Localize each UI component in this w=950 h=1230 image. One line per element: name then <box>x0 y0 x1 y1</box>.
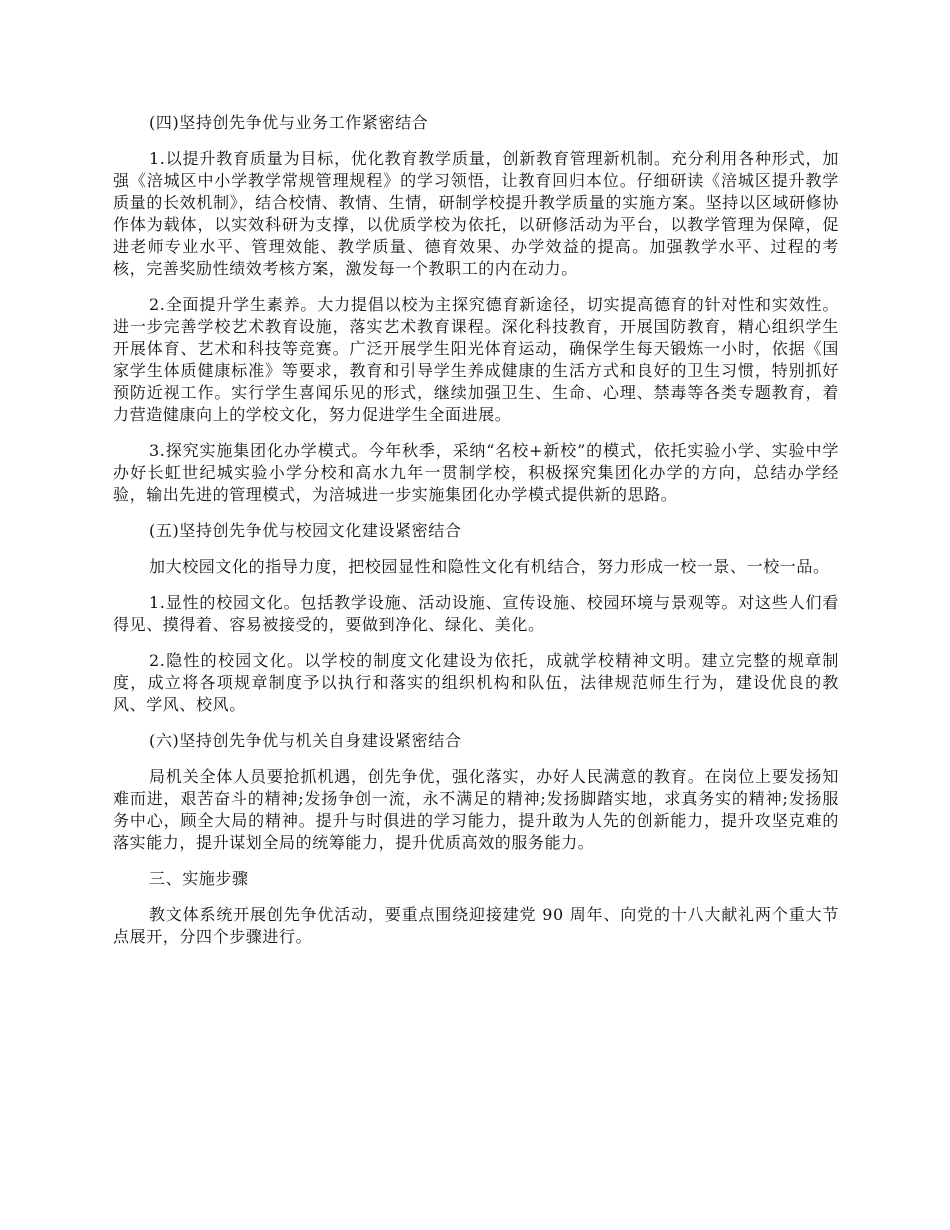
paragraph-teaching-quality: 1.以提升教育质量为目标，优化教育教学质量，创新教育管理新机制。充分利用各种形式，加强《涪城区中小学教学常规管理规程》的学习领悟，让教育回归本位。仔细研读《涪城区提升教学质量的长效机制》，结合校情、教情、生情，研制学校提升教学质量的实施方案。坚持以区域研修协作体为载体，以实效科研为支撑，以优质学校为依托，以研修活动为平台，以教学管理为保障，促进老师专业水平、管理效能、教学质量、德育效果、办学效益的提高。加强教学水平、过程的考核，完善奖励性绩效考核方案，激发每一个教职工的内在动力。 <box>113 149 839 278</box>
paragraph-explicit-culture: 1.显性的校园文化。包括教学设施、活动设施、宣传设施、校园环境与景观等。对这些人们看得见、摸得着、容易被接受的，要做到净化、绿化、美化。 <box>113 593 839 634</box>
section-heading-4: (四)坚持创先争优与业务工作紧密结合 <box>149 113 429 132</box>
paragraph-student-quality: 2.全面提升学生素养。大力提倡以校为主探究德育新途径，切实提高德育的针对性和实效性。进一步完善学校艺术教育设施，落实艺术教育课程。深化科技教育，开展国防教育，精心组织学生开展体育、艺术和科技等竞赛。广泛开展学生阳光体育运动，确保学生每天锻炼一小时，依据《国家学生体质健康标准》等要求，教育和引导学生养成健康的生活方式和良好的卫生习惯，特别抓好预防近视工作。实行学生喜闻乐见的形式，继续加强卫生、生命、心理、禁毒等各类专题教育，着力营造健康向上的学校文化，努力促进学生全面进展。 <box>113 295 839 424</box>
section-heading-5: (五)坚持创先争优与校园文化建设紧密结合 <box>149 521 462 540</box>
section-heading-steps: 三、实施步骤 <box>149 869 249 888</box>
paragraph-steps-intro: 教文体系统开展创先争优活动，要重点围绕迎接建党 90 周年、向党的十八大献礼两个重大节点展开，分四个步骤进行。 <box>113 905 839 946</box>
paragraph-campus-culture-intro: 加大校园文化的指导力度，把校园显性和隐性文化有机结合，努力形成一校一景、一校一品。 <box>149 557 830 576</box>
paragraph-agency-building: 局机关全体人员要抢抓机遇，创先争优，强化落实，办好人民满意的教育。在岗位上要发扬知难而进，艰苦奋斗的精神;发扬争创一流，永不满足的精神;发扬脚踏实地，求真务实的精神;发扬服务中心，顾全大局的精神。提升与时俱进的学习能力，提升敢为人先的创新能力，提升攻坚克难的落实能力，提升谋划全局的统筹能力，提升优质高效的服务能力。 <box>113 767 839 852</box>
paragraph-group-schooling: 3.探究实施集团化办学模式。今年秋季，采纳“名校+新校”的模式，依托实验小学、实验中学办好长虹世纪城实验小学分校和高水九年一贯制学校，积极探究集团化办学的方向，总结办学经验，输出先进的管理模式，为涪城进一步实施集团化办学模式提供新的思路。 <box>113 441 839 504</box>
document-body <box>113 112 839 962</box>
section-heading-6: (六)坚持创先争优与机关自身建设紧密结合 <box>149 731 462 750</box>
paragraph-implicit-culture: 2.隐性的校园文化。以学校的制度文化建设为依托，成就学校精神文明。建立完整的规章制度，成立将各项规章制度予以执行和落实的组织机构和队伍，法律规范师生行为，建设优良的教风、学风、校风。 <box>113 651 839 714</box>
